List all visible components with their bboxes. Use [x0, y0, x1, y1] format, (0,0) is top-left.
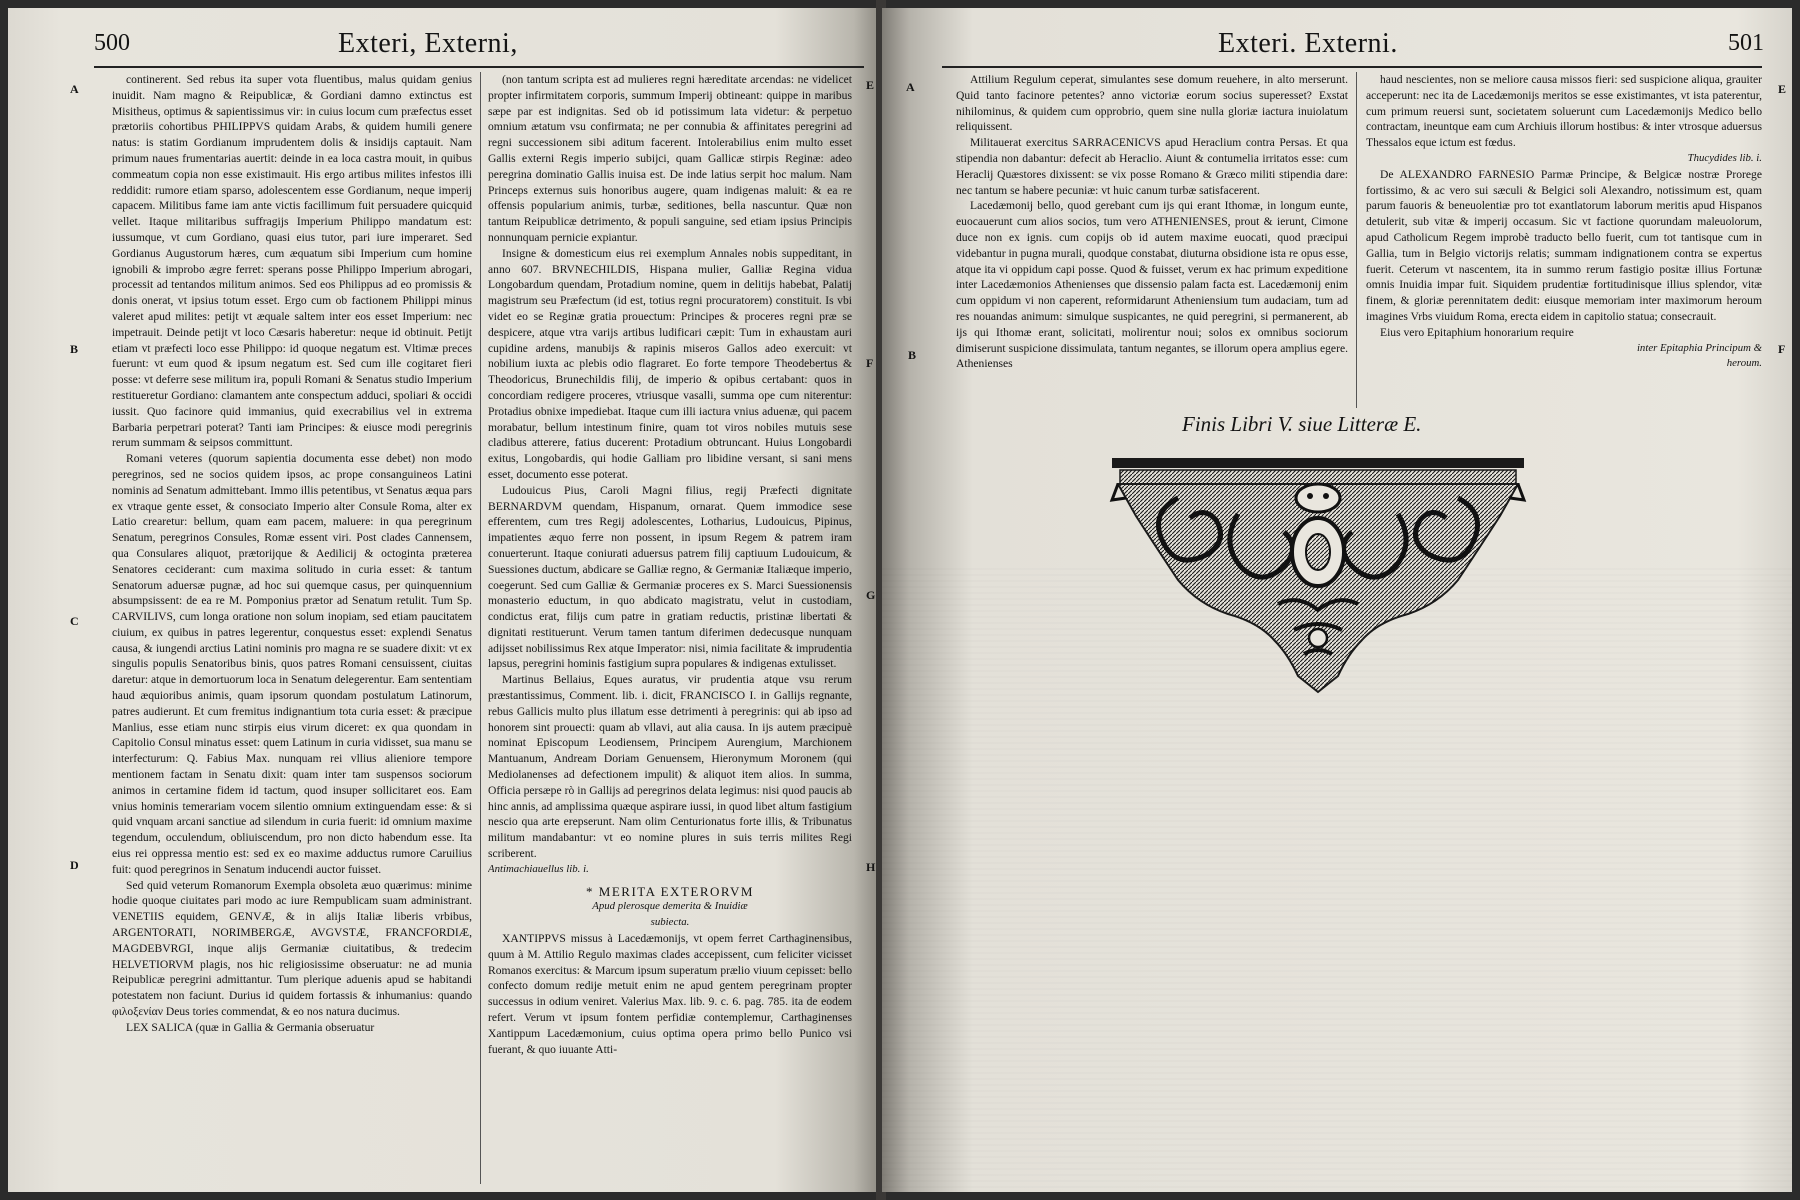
running-head-right: Exteri. Externi.: [1218, 28, 1398, 59]
paragraph: XANTIPPVS missus à Lacedæmonijs, vt opem ferret Carthaginensibus, quum à M. Attilio Regulo maximas clades accepissent, cum feliciter vicisset Romanos exercitus: & Marcum ipsum superatum prælio viuum cepisset: bello confecto domum redije metuit enim ne apud gentem peregrinam propter successus in odium veniret. Valerius Max. lib. 9. c. 6. pag. 785. ita de eodem refert. Verum vt ipsum fontem perfidiæ contemplemur, Carthaginenses Xantippum Lacedæmonium, cuius optima opera primo bello Punico vsi fuerant, & quo iuuante Atti-: [488, 932, 852, 1056]
margin-letter-b: B: [70, 342, 79, 356]
margin-letter-d: D: [70, 858, 79, 872]
right-page-column-1: [956, 72, 1348, 412]
paragraph: haud nescientes, non se meliore causa missos fieri: sed suspicione aliqua, grauiter acceperunt: nec ita de Lacedæmonijs meritos se esse existimantes, vt ista paterentur, cum primum reuersi sunt, societatem soluerunt cum Lacedæmonijs Medico bello contractam, ineuntque eam cum Archiuis illorum hostibus: & inter vtrosque aduersus Thessalos eque ictum est fœdus.: [1366, 73, 1762, 150]
paragraph: (non tantum scripta est ad mulieres regni hæreditate arcendas: ne videlicet propter infirmitatem corporis, summum Imperij obtineant: quippe in maribus sæpe par est indignitas. Sed ob id potissimum lata videtur: & perpetuo omnium ætatum vsu confirmata; ne per connubia & affinitates peregrini ad regni successionem sibi aditum facerent. Intolerabilius enim multo esset Gallis externi Regis imperio subijci, quam Gallicæ stirpis Reginæ: adeo peregrina dominatio Gallis inuisa est. De inde latius serpit hoc malum. Nam Princeps externus suis honoribus augere, quam indigenas maluit: & ea re offensis popularium animis, turbæ, seditiones, bella nascuntur. Quæ non tantum Reipublicæ detrimento, & populi sanguine, sed etiam ipsius Principis nonnunquam pernicie expiantur.: [488, 73, 852, 244]
left-page: [8, 8, 880, 1192]
finis-libri-heading: Finis Libri V. siue Litteræ E.: [1182, 412, 1422, 436]
citation-epitaphia-2: heroum.: [1726, 357, 1762, 370]
paragraph: continerent. Sed rebus ita super vota fluentibus, malus quidam genius inuidit. Nam magno & Reipublicæ, & Gordiani damno extinctus est Misitheus, optimus & sapientissimus vir: in cuius locum cum præfectus esset prætoriis cohortibus PHILIPPVS quidam Arabs, & quidem humili genere natus: is statim Gordianum imprudentem dolis & insidijs captauit. Nam primum naues frumentarias auertit: deinde in ea loca castra mouit, in quibus commeatum copia non esse existimauit. His ergo artibus milites infestos illi reddidit: rumore etiam sparso, adolescentem esse Gordianum, neque imperij capacem. Militibus fame iam ante victis facillimum fuit persuadere quicquid vellet. Itaque militaribus suffragijs Imperium Philippo mandatum est: iussumque, vt cum Gordiano, quasi eius tutor, pari iure imperaret. Sed Gordianus Augustorum hæres, cum æquatum sibi Imperium cum homine ignobili & improbo ægre ferret: sperans posse Philippo Imperium abrogari, processit ad tentandos militum animos. Sed eos Philippus ad eo promissis & donis onerat, vt ipsius totum esset. Ergo cum ob factionem Philippi minus valeret apud milites: petijt vt æquale saltem inter eos esset Imperium: nec impetrauit. Deinde petijt vt loco Cæsaris haberetur: neque id obtinuit. Petijt etiam vt præfecti loco esse Philippo: id quoque negatum est. Vltimæ preces fuerunt: vt eum quod & ipsum negatum est. Sed cum ille cogitaret fieri posse: vt deferre sese militum ira, populi Romani & Senatus studio Imperium restitueretur Gordiano: clamantem ante conspectum adduci, spoliari & occidi iussit. Quo facinore quid immanius, quid execrabilius vel in extrema Barbaria perpetrari poterat? Tanti iam Principes: & eiusce modi peregrinis rerum summam & seipsos committunt.: [112, 73, 472, 450]
header-rule-left: [94, 66, 864, 68]
header-rule-right: [942, 66, 1762, 68]
margin-letter-a-right: A: [906, 80, 915, 94]
section-title: * MERITA EXTERORVM: [586, 883, 754, 899]
citation-epitaphia: inter Epitaphia Principum &: [1636, 341, 1762, 354]
right-page: [882, 8, 1792, 1192]
margin-letter-a: A: [70, 82, 79, 96]
margin-letter-f: F: [866, 356, 874, 370]
running-head-left: Exteri, Externi,: [338, 28, 518, 59]
paragraph: Lacedæmonij bello, quod gerebant cum ijs qui erant Ithomæ, in longum eunte, euocauerunt cum alios socios, tum vero ATHENIENSES, prout & ierunt, Cimone duce non ex ignis. cum copijs ob id autem maxime euocati, quod præcipui videbantur in pugna murali, quodque constabat, diuturna obsidione ista re opus esse, atque ita vi oppidum capi posse. Quod & fuisset, verum ex hac primum expeditione inter Lacedæmonios Athenienses que dissensio palam facta est. Lacedæmonij enim cum oppidum vi non caperent, reformidarunt Atheniensium tum audaciam, tum ad res nouandas animum: simulque suspicantes, ne quid peregrini, si permanerent, ab ijs qui Ithomæ erant, solicitati, molirentur noui; solos ex omnibus sociorum dimiserunt suspicione dissimulata, tantum negantes, se illorum opera amplius egere. Athenienses: [956, 199, 1348, 371]
paragraph: Martinus Bellaius, Eques auratus, vir prudentia atque vsu rerum præstantissimus, Comment. lib. i. dicit, FRANCISCO I. in Gallijs regnante, rebus Gallicis multo plus illatum esse detrimenti à peregrinis: qui ab ipso ad honorem sint prouecti: quam ab vllavi, aut alia causa. In ijs autem præcipuè nominat Episcopum Leodiensem, Principem Aurengium, Marchionem Mantuanum, Andream Doriam Genuensem, Hieronymum Moronem (qui Mediolanenses ad defectionem impulit) & aliquot item alios. In summa, Officia persæpe rò in Gallijs ad peregrinos delata legimus: nisi quod paucis ab hinc annis, ad amplissima quæque aspirare iussi, in quod libet altum fastigium nescio qua arte erepserunt. Nam olim Centurionatus forte illis, & Tribunatus militum mandabantur: vt eo nomine plures in suis terris milites Regi scriberent.: [488, 673, 852, 861]
margin-letter-b-right: B: [908, 348, 917, 362]
margin-letter-e-right: E: [1778, 82, 1787, 96]
paragraph: Insigne & domesticum eius rei exemplum Annales nobis suppeditant, in anno 607. BRVNECHILDIS, Hispana mulier, Galliæ Regina vidua Longobardum quendam, Protadium nomine, quem in delitijs habebat, Palatij magistrum seu Præfectum (id est, totius regni procuratorem) constituit. Is vbi videt eo se Reginæ gratia prouectum: Principes & proceres regni præ se despicere, atque vtra varijs artibus ludificari cæpit: Tum in exhaustam auri cupidine ardens, manubijs & rapinis miseros Gallos adeo exercuit: vt nobilium iuxta ac plebis odio flagraret. Eo forte tempore Theodebertus & Theodoricus, Brunechildis filij, de imperio & opibus certabant: quos in concordiam redigere proceres, vtriusque vasalli, summa ope cum niterentur: Protadius obnixe impediebat. Itaque cum illi iactura vnius aduenæ, qui pacem morabatur, bellum intestinum finire, quam tot viros nobiles mutuis sese cladibus atterere, fatius ducerent: Protadium obtruncant. Huius Longobardi exitus, Longobardis, qui hodie Galliam pro libidine versant, si sani mens esset, documento esse poterat.: [488, 246, 852, 481]
margin-letter-f-right: F: [1778, 342, 1786, 356]
section-subtitle: Apud plerosque demerita & Inuidiæ: [592, 900, 748, 913]
paragraph: Romani veteres (quorum sapientia documenta esse debet) non modo peregrinos, sed ne socios quidem ipsos, ac prope consanguineos Latini nominis ad Senatum admittebant. Immo illis petentibus, vt Senatus æqua pars ex vtraque gente esset, & consociato Imperio alter Consule Roma, alter ex Latio crearetur: bellum, quam eam pacem, maluere: in qua peregrinum Senatum, peregrinos Consules, Romæ essent viri. Post clades Cannensem, qua Consulares aliquot, prætorijque & Aedilicij & octoginta præterea Senatores ceciderant: cum maxima solitudo in curia esset: & tantum Senatorum aduersæ pugnæ, ad hoc sui quemque casus, per quinquennium absumpsissent: de ea re M. Pomponius prætor ad Senatum retulit. Tum Sp. CARVILIVS, cum longa oratione non solum inopiam, sed etiam paucitatem ciuium, ex quibus in patres legerentur, conquestus esset: explendi Senatus causa, & iungendi arctius Latini nominis pro magna re se suadere dixit: vt ex singulis populis Senatoribus binis, quos patres Romani censuissent, ciuitas daretur: atque in demortuorum loca in Senatum delegerentur. Eam sententiam haud æquioribus animis, quam ipsorum quondam postulatum Latinorum, patres audierunt. Et cum fremitus indignantium tota curia esset: & præcipue Manlius, esse etiam nunc stirpis eius virum diceret: ex qua quondam in Capitolio Consul minatus esset: quem Latinum in curia vidisset, sua manu se interfecturum: Q. Fabius Max. nunquam rei vllius alieniore tempore mentionem factam in Senatu dixit: quam inter tam suspensos sociorum animos in certamine fidem id tactum, quod insuper sollicitaret eos. Eam vnius hominis temerariam vocem silentio omnium extinguendam esse: & si quid vnquam arcani sanctiue ad silendum in curia fuerit: id omnium maxime tegendum, occulendum, obliuiscendum, pro non dicto habendum esse. Ita eius rei oppressa mentio est: sed ex eo maxime adductus rumore Caruilius fuit: quod peregrinos in Senatum inducendi auctor fuisset.: [112, 452, 472, 876]
paragraph: Eius vero Epitaphium honorarium require: [1380, 325, 1574, 339]
paragraph: De ALEXANDRO FARNESIO Parmæ Principe, & Belgicæ nostræ Prorege fortissimo, & ac vero sui sæculi & Belgici soli Alexandro, notissimum est, quam parum fauoris & beneuolentiæ pro tot exantlatorum laborum meritis apud Hispanos detulerit, sub vitæ & imperij occasum. Sic vt factione quorundam maleuolorum, apud Catholicum Regem improbè traducto bello fuerit, cum tot tantisque cum in Gallia, tum in Belgio victorijs relatis; summam indignationem contra se expertus fuerit. Ceterum vt nascentem, ita in summo rerum fastigio positæ illius Fortunæ omnis Inuidia impar fuit. Siquidem prudentiæ fortitudinisque illius splendor, vitæ finem, & gloriæ perennitatem dedit: eiusque memoriam inter maximorum heroum imagines Vrbs viuidum Roma, erecta eidem in capitolio statua; consecrauit.: [1366, 167, 1762, 323]
column-rule-right: [1356, 72, 1357, 408]
page-number-right: 501: [1728, 30, 1764, 56]
paragraph: Ludouicus Pius, Caroli Magni filius, regij Præfecti dignitate BERNARDVM quendam, Hispanum, ornarat. Quem immodice sese efferentem, cum tres Regij adolescentes, Lotharius, Ludouicus, Pipinus, impatientes æquo ferre non possent, in ipsum Regem & patrem iram conuerterunt. Itaque coniurati aduersus patrem filij captiuum Ludouicum, & Suessiones ductum, abdicare se Galliæ regno, & Germaniæ Italiæque imperio, coegerunt. Sed cum Galliæ & Germaniæ proceres ex S. Marci Suessionensis monasterio eductum, in quo abdicato magistratu, velut in custodiam, condictus erat, filijs cum patre in gratiam reductis, pristinæ libertati & dignitati restituerunt. Verum tamen tantum diferimen dedecusque nunquam adijsset nobilissimus Rex atque Imperator: nisi, nimia facilitate & imprudentia lapsus, peregrini hominis fastigium supra populares & indigenas extulisset.: [488, 483, 852, 671]
margin-letter-c: C: [70, 614, 79, 628]
section-subtitle-2: subiecta.: [650, 916, 690, 929]
margin-letter-g: G: [866, 588, 876, 602]
paragraph: Sed quid veterum Romanorum Exempla obsoleta æuo quærimus: minime hodie quoque ciuitates pari modo ac iure Rempublicam suam administrant. VENETIIS equidem, GENVÆ, & in alijs Italiæ liberis vrbibus, ARGENTORATI, NORIMBERGÆ, AVGVSTÆ, FRANCFORDIÆ, MAGDEBVRGI, inque alijs Germaniæ ciuitatibus, & tredecim HELVETIORVM plagis, nos hic religiosissime obseruatur: ne ad munia Reipublicæ peregrini admittantur. Tum plerique aduenis apud se habitandi potestatem non faciunt. Durius id quidem fortassis & inhumanius: quando φιλοξενίαν Deus tories commendat, & eo nos natura ducimus.: [112, 878, 472, 1019]
margin-letter-h: H: [866, 860, 876, 874]
column-rule-left: [480, 72, 481, 1184]
right-page-column-2: [1366, 72, 1762, 412]
tailpiece-ornament-icon: [1108, 454, 1528, 694]
paragraph: LEX SALICA (quæ in Gallia & Germania obseruatur: [126, 1020, 375, 1034]
left-page-column-2: [488, 72, 852, 1184]
paragraph: Militauerat exercitus SARRACENICVS apud Heraclium contra Persas. Et qua stipendia non dabantur: defecit ab Heraclio. Aiunt & contumelia irritatos esse: cum Heraclij Quæstores dixissent: se vix posse Romano & Græco militi stipendia dare: nec tantum se habere pecuniæ: vt huic canum turbæ satisfacerent.: [956, 136, 1348, 197]
left-page-column-1: [112, 72, 472, 1184]
page-number-left: 500: [94, 30, 130, 56]
margin-letter-e: E: [866, 78, 875, 92]
citation-thucydides: Thucydides lib. i.: [1687, 151, 1762, 164]
paragraph: Attilium Regulum ceperat, simulantes sese domum reuehere, in alto merserunt. Quid tanto facinore petentes? anno victoriæ eorum socius superesset? Exstat nihilominus, & quidem cum opprobrio, quem sine nulla gloriæ iactura inuiolatum reliquissent.: [956, 73, 1348, 134]
citation-antimachiavellus: Antimachiauellus lib. i.: [488, 862, 589, 875]
